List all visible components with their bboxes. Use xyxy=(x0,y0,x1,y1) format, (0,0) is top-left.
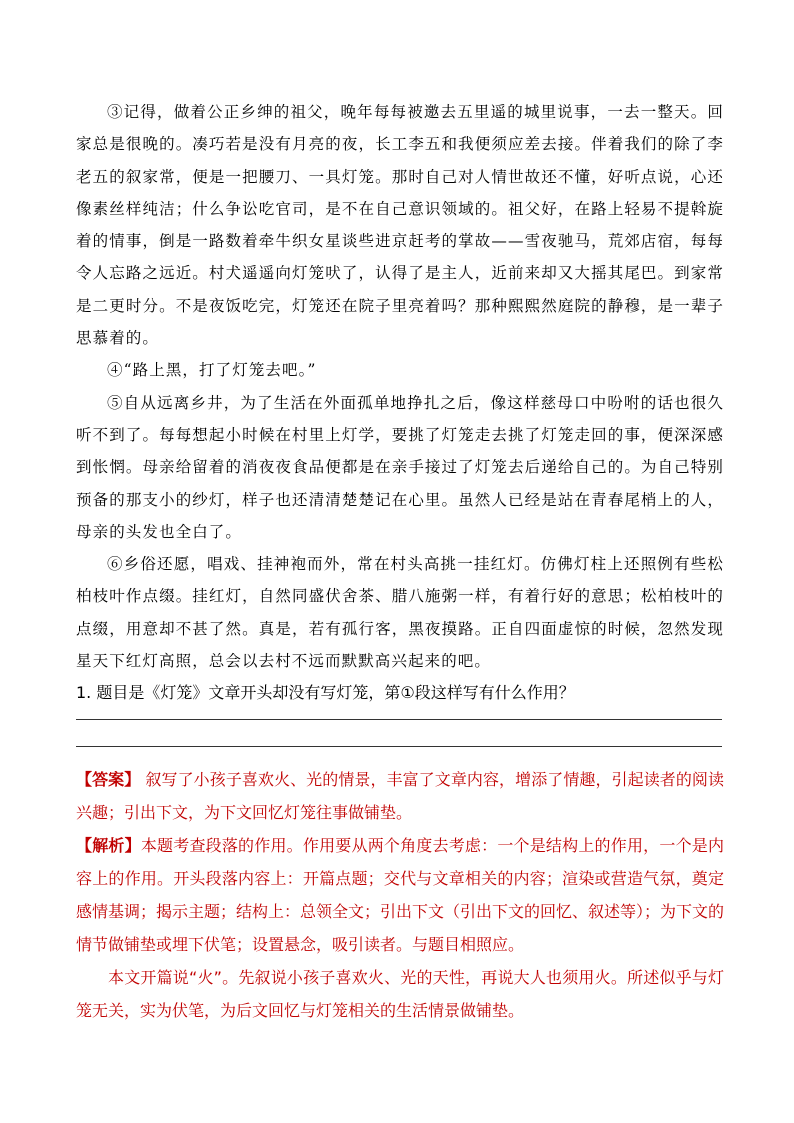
analysis-text: 本题考查段落的作用。作用要从两个角度去考虑：一个是结构上的作用，一个是内容上的作用。开头段落内容上：开篇点题；交代与文章相关的内容；渲染或营造气氛，奠定感情基调；揭示主题；结构上：总领全文；引出下文（引出下文的回忆、叙述等）；为下文的情节做铺垫或埋下伏笔；设置悬念，吸引读者。与题目相照应。 xyxy=(76,836,725,955)
answer-line-2[interactable] xyxy=(76,720,722,747)
paragraph-3: ③记得，做着公正乡绅的祖父，晚年每每被邀去五里遥的城里说事，一去一整天。回家总是很晚的。凑巧若是没有月亮的夜，长工李五和我便须应差去接。伴着我们的除了李老五的叙家常，便是一把腰刀、一具灯笼。那时自己对人情世故还不懂，好听点说，心还像素丝样纯洁；什么争讼吃官司，是不在自己意识领域的。祖父好，在路上轻易不提斡旋着的情事，倒是一路数着牵牛织女星谈些进京赶考的掌故——雪夜驰马，荒郊店宿，每每令人忘路之远近。村犬遥遥向灯笼吠了，认得了是主人，近前来却又大摇其尾巴。到家常是二更时分。不是夜饭吃完，灯笼还在院子里亮着吗？那种熙熙然庭院的静穆，是一辈子思慕着的。 xyxy=(76,103,724,348)
paragraph-5: ⑤自从远离乡井，为了生活在外面孤单地挣扎之后，像这样慈母口中吩咐的话也很久听不到了。每每想起小时候在村里上灯学，要挑了灯笼走去挑了灯笼走回的事，便深深感到怅惘。母亲给留着的消夜夜食品便都是在亲手接过了灯笼去后递给自己的。为自己特别预备的那支小的纱灯，样子也还清清楚楚记在心里。虽然人已经是站在青春尾梢上的人，母亲的头发也全白了。 xyxy=(76,393,724,541)
analysis-paragraph xyxy=(76,829,724,961)
document-page xyxy=(76,96,724,1027)
analysis-extra: 本文开篇说“火”。先叙说小孩子喜欢火、光的天性，再说大人也须用火。所述似乎与灯笼无关，实为伏笔，为后文回忆与灯笼相关的生活情景做铺垫。 xyxy=(76,968,724,1021)
answer-paragraph xyxy=(76,763,724,829)
answer-text: 叙写了小孩子喜欢火、光的情景，丰富了文章内容，增添了情趣，引起读者的阅读兴趣；引出下文，为下文回忆灯笼往事做铺垫。 xyxy=(76,770,724,823)
answer-section xyxy=(76,763,724,1027)
answer-label: 【答案】 xyxy=(76,770,141,790)
analysis-label: 【解析】 xyxy=(76,836,141,856)
reading-passage xyxy=(76,96,724,677)
paragraph-6: ⑥乡俗还愿，唱戏、挂神袍而外，常在村头高挑一挂红灯。仿佛灯柱上还照例有些松柏枝叶作点缀。挂红灯，自然同盛伏舍茶、腊八施粥一样，有着行好的意思；松柏枝叶的点缀，用意却不甚了然。真是，若有孤行客，黑夜摸路。正自四面虚惊的时候，忽然发现星天下红灯高照，总会以去村不远而默默高兴起来的吧。 xyxy=(76,555,724,671)
paragraph-4: ④“路上黑，打了灯笼去吧。” xyxy=(107,361,317,380)
answer-line-1[interactable] xyxy=(76,705,722,720)
question-1: 1. 题目是《灯笼》文章开头却没有写灯笼，第①段这样写有什么作用？ xyxy=(76,683,575,703)
